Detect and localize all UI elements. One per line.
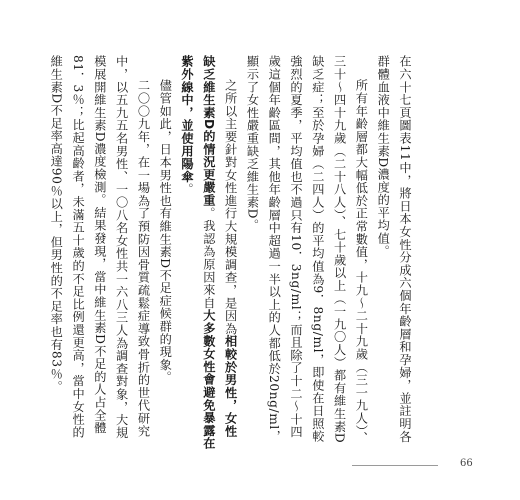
paragraph-intro xyxy=(371,55,415,450)
vertical-text-body xyxy=(44,55,415,450)
paragraph-text: 二〇〇九年，在一場為了預防因骨質疏鬆症導致骨折的世代研究中，以五九五名男性、一〇八名女性共一六八三人為調查對象，大規模展開維生素D濃度檢測。結果發現，當中維生素D不足的人占全體81．3％；比起高齡者，未滿五十歲的不足比例還更高，當中女性的維生素D不足率高達90％以上，但男性的不足率也有83％。 xyxy=(49,55,151,439)
emphasis-text: 相較於男性，女性缺乏維生素D的情況更嚴重 xyxy=(201,55,238,438)
paragraph-men xyxy=(153,55,175,450)
paragraph-text: 在六十七頁圖表11中，將日本女性分成六個年齡層和孕婦，並註明各群體血液中維生素D濃度的平均值。 xyxy=(376,55,412,443)
paragraph-age-groups xyxy=(241,55,372,450)
paragraph-text: 。我認為原因來自 xyxy=(201,206,216,309)
paragraph-text: 儘管如此，日本男性也有維生素D不足症候群的現象。 xyxy=(158,79,173,385)
footer-rule xyxy=(352,465,438,466)
paragraph-text: 所有年齡層都大幅低於正常數值，十九～二十九歲（三一九人）、三十～四十九歲（二十八人）、七十歲以上（一九〇人）都有維生素D缺乏症；至於孕婦（二四人）的平均值為9．8ng/ml，即使在日照較強烈的夏季，平均值也不過只有10．3ng/ml；而且除了十二～十四歲這個年齡區間，其他年齡層中超過一半以上的人都低於20ng/ml，顯示了女性嚴重缺乏維生素D。 xyxy=(245,55,369,445)
paragraph-text: 之所以主要針對女性進行大規模調查，是因為 xyxy=(223,79,238,336)
emphasis-text: 大多數女性會避免暴露在紫外線中，並使用陽傘 xyxy=(180,55,216,450)
paragraph-text: 。 xyxy=(180,183,195,196)
paragraph-study-2009 xyxy=(44,55,153,450)
page-number: 66 xyxy=(460,458,473,469)
paragraph-reason xyxy=(175,55,240,450)
